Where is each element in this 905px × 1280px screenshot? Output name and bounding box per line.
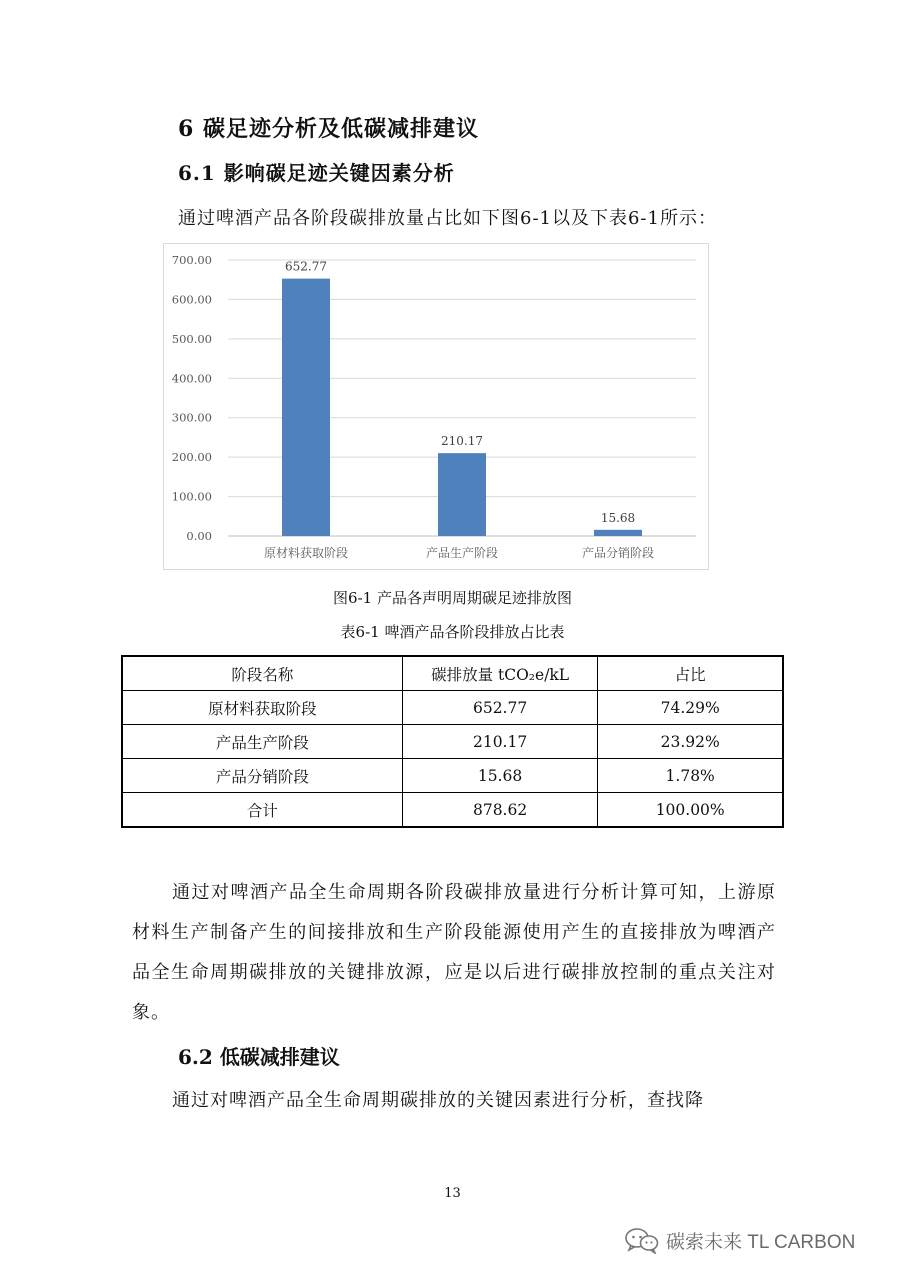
table-row [122,691,783,725]
y-tick-label: 700.00 [171,253,212,267]
y-tick-label: 0.00 [186,529,212,543]
table-total-row [122,793,783,828]
bar-chart-svg [164,244,710,571]
y-tick-label: 600.00 [171,292,212,307]
table-caption: 表6-1 啤酒产品各阶段排放占比表 [340,623,565,641]
y-tick-label: 300.00 [171,410,212,425]
total-share-cell: 100.00% [598,793,783,828]
stage-name-cell: 产品生产阶段 [122,725,402,759]
bar [282,279,330,536]
page-number: 13 [444,1186,461,1201]
table-header-row [122,656,783,691]
data-label: 15.68 [600,510,636,525]
intro-paragraph: 通过啤酒产品各阶段碳排放量占比如下图6-1以及下表6-1所示： [178,208,717,229]
y-tick-label: 400.00 [171,371,212,386]
data-label: 210.17 [441,434,483,449]
stage-name-cell: 原材料获取阶段 [122,691,402,725]
emissions-cell: 210.17 [402,725,598,759]
total-emissions-cell: 878.62 [402,793,598,828]
share-cell: 1.78% [598,759,783,793]
share-cell: 74.29% [598,691,783,725]
y-tick-label: 200.00 [171,450,212,465]
share-cell: 23.92% [598,725,783,759]
stage-name-cell: 产品分销阶段 [122,759,402,793]
data-label: 652.77 [285,259,327,274]
table-row [122,759,783,793]
header-emissions: 碳排放量 tCO₂e/kL [402,656,598,691]
x-category-label: 产品分销阶段 [581,546,655,560]
total-label-cell: 合计 [122,793,402,828]
x-category-label: 产品生产阶段 [425,546,499,560]
bar-chart [163,243,709,570]
table-row [122,725,783,759]
subsection-heading-6-2: 6.2 低碳减排建议 [178,1045,340,1069]
subsection-heading-6-1: 6.1 影响碳足迹关键因素分析 [178,161,455,185]
figure-caption: 图6-1 产品各声明周期碳足迹排放图 [333,589,572,607]
y-tick-label: 100.00 [171,489,212,504]
bar [594,530,642,536]
emissions-cell: 15.68 [402,759,598,793]
recommendation-paragraph: 通过对啤酒产品全生命周期碳排放的关键因素进行分析，查找降 [172,1090,704,1111]
header-stage-name: 阶段名称 [122,656,402,691]
section-heading: 6 碳足迹分析及低碳减排建议 [178,116,479,142]
wechat-icon [624,1226,660,1254]
analysis-paragraph: 通过对啤酒产品全生命周期各阶段碳排放量进行分析计算可知，上游原材料生产制备产生的间接排放和生产阶段能源使用产生的直接排放为啤酒产品全生命周期碳排放的关键排放源，应是以后进行碳排放控制的重点关注对象。 [132,882,776,1023]
watermark [624,1226,855,1254]
emissions-cell: 652.77 [402,691,598,725]
emissions-table [121,655,784,828]
header-share: 占比 [598,656,783,691]
bar [438,453,486,536]
watermark-text: 碳索未来 TL CARBON [666,1231,856,1253]
y-tick-label: 500.00 [171,331,212,346]
x-category-label: 原材料获取阶段 [263,546,349,560]
